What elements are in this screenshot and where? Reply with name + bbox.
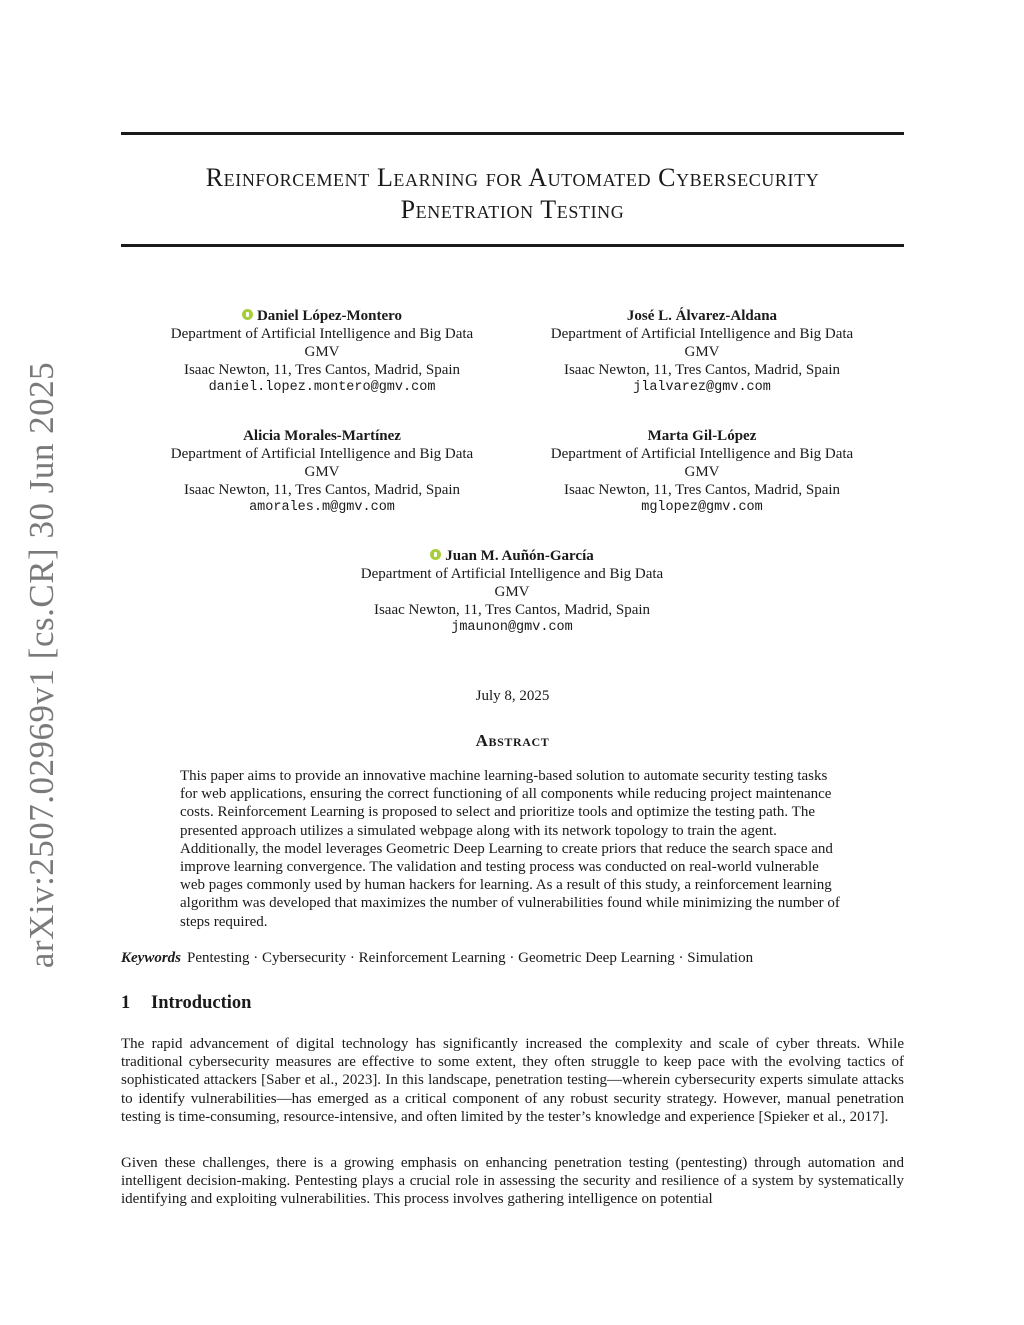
author-address: Isaac Newton, 11, Tres Cantos, Madrid, Spain: [373, 602, 651, 618]
author-email[interactable]: jlalvarez@gmv.com: [633, 380, 771, 395]
publication-date: July 8, 2025: [475, 688, 550, 704]
keywords-list: Pentesting · Cybersecurity · Reinforcement Learning · Geometric Deep Learning · Simulation: [187, 950, 754, 966]
paper-title: [121, 162, 904, 226]
author-name-line: [322, 547, 702, 565]
orcid-icon[interactable]: [430, 549, 441, 560]
orcid-icon[interactable]: [242, 309, 253, 320]
author-address: Isaac Newton, 11, Tres Cantos, Madrid, Spain: [183, 362, 461, 378]
author-org: GMV: [684, 344, 720, 360]
author-department: Department of Artificial Intelligence and Big Data: [550, 326, 854, 342]
author-name: Marta Gil-López: [647, 428, 757, 444]
author-block-5: [322, 547, 702, 637]
author-email[interactable]: amorales.m@gmv.com: [249, 500, 395, 515]
keywords-line: [121, 949, 904, 967]
intro-paragraph-2: Given these challenges, there is a growing emphasis on enhancing penetration testing (pentesting) through automation and intelligent decision-making. Pentesting plays a crucial role in assessing the security and resilience of a system by systematically identifying and exploiting vulnerabilities. This process involves gathering intelligence on potential: [121, 1155, 904, 1208]
section-heading-introduction: [121, 993, 251, 1014]
intro-paragraph-1: The rapid advancement of digital technology has significantly increased the complexity and scale of cyber threats. While traditional cybersecurity measures are effective to some extent, they often struggle to keep pace with the evolving tactics of sophisticated attackers [Saber et al., 2023]. In this landscape, penetration testing—wherein cybersecurity experts simulate attacks to identify vulnerabilities—has emerged as a critical component of any robust security strategy. However, manual penetration testing is time-consuming, resource-intensive, and often limited by the tester’s knowledge and experience [Spieker et al., 2017].: [121, 1036, 904, 1125]
author-department: Department of Artificial Intelligence and Big Data: [170, 446, 474, 462]
author-org: GMV: [304, 344, 340, 360]
author-department: Department of Artificial Intelligence and Big Data: [360, 566, 664, 582]
section-title: Introduction: [151, 993, 252, 1013]
author-address: Isaac Newton, 11, Tres Cantos, Madrid, Spain: [183, 482, 461, 498]
author-block-1: [132, 307, 512, 397]
section-number: 1: [121, 993, 131, 1013]
title-line-2: Penetration Testing: [400, 195, 625, 224]
author-email[interactable]: daniel.lopez.montero@gmv.com: [208, 380, 436, 395]
author-block-3: [132, 427, 512, 517]
author-email[interactable]: mglopez@gmv.com: [641, 500, 763, 515]
author-org: GMV: [684, 464, 720, 480]
author-block-2: [512, 307, 892, 397]
author-department: Department of Artificial Intelligence and Big Data: [550, 446, 854, 462]
arxiv-identifier-stamp: arXiv:2507.02969v1 [cs.CR] 30 Jun 2025: [22, 361, 61, 969]
author-name: José L. Álvarez-Aldana: [626, 308, 778, 324]
author-name-line: [132, 307, 512, 325]
author-address: Isaac Newton, 11, Tres Cantos, Madrid, Spain: [563, 362, 841, 378]
abstract-heading: Abstract: [475, 731, 550, 750]
author-email[interactable]: jmaunon@gmv.com: [451, 620, 573, 635]
author-name: Juan M. Auñón-García: [445, 548, 594, 564]
title-rule-top: [121, 132, 904, 135]
author-name: Daniel López-Montero: [256, 308, 403, 324]
author-block-4: [512, 427, 892, 517]
author-address: Isaac Newton, 11, Tres Cantos, Madrid, Spain: [563, 482, 841, 498]
abstract-text: This paper aims to provide an innovative machine learning-based solution to automate security testing tasks for web applications, ensuring the correct functioning of all components while reducing project maintenance costs. Reinforcement Learning is proposed to select and prioritize tools and optimize the testing path. The presented approach utilizes a simulated webpage along with its network topology to train the agent. Additionally, the model leverages Geometric Deep Learning to create priors that reduce the search space and improve learning convergence. The validation and testing process was conducted on real-world vulnerable web pages commonly used by human hackers for learning. As a result of this study, a reinforcement learning algorithm was developed that maximizes the number of vulnerabilities found while minimizing the number of steps required.: [180, 768, 840, 930]
author-name: Alicia Morales-Martínez: [243, 428, 401, 444]
author-department: Department of Artificial Intelligence and Big Data: [170, 326, 474, 342]
title-line-1: Reinforcement Learning for Automated Cybersecurity: [205, 163, 820, 192]
author-org: GMV: [494, 584, 530, 600]
author-org: GMV: [304, 464, 340, 480]
keywords-label: Keywords: [121, 950, 181, 966]
title-rule-bottom: [121, 244, 904, 247]
